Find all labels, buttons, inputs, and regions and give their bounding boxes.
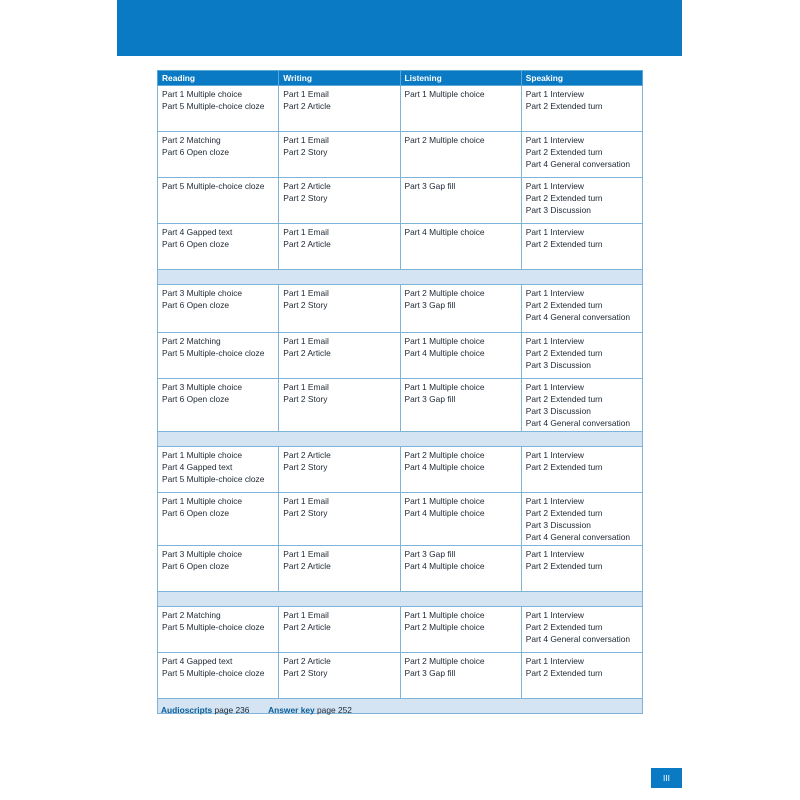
cell-line: Part 6 Open cloze <box>162 147 230 157</box>
cell-line: Part 1 Interview <box>525 656 584 666</box>
cell-line: Part 1 Interview <box>525 450 584 460</box>
cell-line: Part 6 Open cloze <box>162 394 230 404</box>
cell-line: Part 6 Open cloze <box>162 508 230 518</box>
cell-line: Part 5 Multiple-choice cloze <box>162 474 265 484</box>
cell-speaking <box>521 132 642 178</box>
cell-line: Part 4 Multiple choice <box>404 561 485 571</box>
cell-speaking <box>521 333 642 379</box>
cell-line: Part 2 Story <box>283 394 328 404</box>
cell-writing <box>279 333 400 379</box>
cell-line: Part 2 Extended turn <box>525 147 603 157</box>
cell-line: Part 1 Multiple choice <box>404 89 485 99</box>
cell-line: Part 3 Gap fill <box>404 394 456 404</box>
cell-line: Part 2 Article <box>283 239 331 249</box>
table-row <box>158 447 643 493</box>
cell-line: Part 4 General conversation <box>525 159 631 169</box>
column-header-listening: Listening <box>400 71 521 86</box>
cell-line: Part 2 Extended turn <box>525 561 603 571</box>
cell-writing <box>279 86 400 132</box>
audioscripts-label: Audioscripts <box>161 705 213 715</box>
cell-line: Part 1 Email <box>283 135 329 145</box>
cell-reading <box>158 607 279 653</box>
cell-reading <box>158 178 279 224</box>
cell-reading <box>158 379 279 432</box>
cell-speaking <box>521 285 642 333</box>
table-body <box>158 86 643 714</box>
cell-line: Part 2 Extended turn <box>525 508 603 518</box>
cell-line: Part 5 Multiple-choice cloze <box>162 181 265 191</box>
cell-speaking <box>521 178 642 224</box>
cell-line: Part 2 Multiple choice <box>404 135 485 145</box>
cell-listening <box>400 285 521 333</box>
cell-speaking <box>521 379 642 432</box>
cell-line: Part 4 Multiple choice <box>404 462 485 472</box>
cell-line: Part 2 Article <box>283 101 331 111</box>
cell-line: Part 4 General conversation <box>525 532 631 542</box>
cell-writing <box>279 379 400 432</box>
group-separator <box>158 592 643 607</box>
answer-key-label: Answer key <box>268 705 315 715</box>
table-row <box>158 607 643 653</box>
cell-line: Part 2 Matching <box>162 135 221 145</box>
cell-speaking <box>521 607 642 653</box>
cell-line: Part 2 Story <box>283 462 328 472</box>
cell-line: Part 1 Email <box>283 549 329 559</box>
cell-line: Part 1 Interview <box>525 382 584 392</box>
cell-line: Part 1 Interview <box>525 89 584 99</box>
cell-line: Part 3 Gap fill <box>404 300 456 310</box>
table-row <box>158 285 643 333</box>
cell-line: Part 3 Discussion <box>525 520 591 530</box>
cell-line: Part 1 Interview <box>525 288 584 298</box>
cell-listening <box>400 132 521 178</box>
table-row <box>158 379 643 432</box>
cell-writing <box>279 224 400 270</box>
cell-line: Part 1 Interview <box>525 135 584 145</box>
cell-line: Part 2 Story <box>283 147 328 157</box>
cell-writing <box>279 607 400 653</box>
column-header-reading: Reading <box>158 71 279 86</box>
cell-line: Part 2 Story <box>283 668 328 678</box>
cell-writing <box>279 178 400 224</box>
cell-line: Part 2 Matching <box>162 336 221 346</box>
cell-line: Part 3 Gap fill <box>404 181 456 191</box>
cell-listening <box>400 493 521 546</box>
cell-line: Part 2 Extended turn <box>525 300 603 310</box>
cell-line: Part 2 Multiple choice <box>404 450 485 460</box>
cell-line: Part 2 Article <box>283 450 331 460</box>
cell-line: Part 2 Multiple choice <box>404 288 485 298</box>
cell-line: Part 3 Discussion <box>525 406 591 416</box>
cell-line: Part 2 Extended turn <box>525 622 603 632</box>
cell-line: Part 4 Gapped text <box>162 462 233 472</box>
cell-line: Part 2 Article <box>283 561 331 571</box>
cell-line: Part 2 Multiple choice <box>404 622 485 632</box>
cell-line: Part 4 General conversation <box>525 312 631 322</box>
cell-line: Part 1 Interview <box>525 549 584 559</box>
audioscripts-page: page 236 <box>214 705 250 715</box>
group-separator <box>158 270 643 285</box>
cell-reading <box>158 493 279 546</box>
cell-speaking <box>521 493 642 546</box>
cell-line: Part 1 Interview <box>525 336 584 346</box>
cell-listening <box>400 224 521 270</box>
cell-line: Part 1 Multiple choice <box>162 89 243 99</box>
group-separator <box>158 432 643 447</box>
cell-line: Part 2 Extended turn <box>525 193 603 203</box>
cell-line: Part 3 Multiple choice <box>162 288 243 298</box>
cell-line: Part 4 General conversation <box>525 418 631 428</box>
cell-line: Part 5 Multiple-choice cloze <box>162 101 265 111</box>
skills-table <box>157 70 643 714</box>
cell-speaking <box>521 86 642 132</box>
cell-line: Part 2 Article <box>283 181 331 191</box>
cell-line: Part 1 Email <box>283 89 329 99</box>
cell-line: Part 6 Open cloze <box>162 239 230 249</box>
cell-line: Part 2 Multiple choice <box>404 656 485 666</box>
cell-writing <box>279 285 400 333</box>
table-row <box>158 333 643 379</box>
cell-line: Part 2 Article <box>283 656 331 666</box>
table-row <box>158 546 643 592</box>
page-number: III <box>651 768 682 788</box>
cell-line: Part 2 Story <box>283 300 328 310</box>
cell-line: Part 2 Extended turn <box>525 668 603 678</box>
cell-line: Part 6 Open cloze <box>162 561 230 571</box>
separator-band <box>158 270 643 285</box>
cell-line: Part 2 Extended turn <box>525 394 603 404</box>
table-row <box>158 653 643 699</box>
cell-line: Part 6 Open cloze <box>162 300 230 310</box>
cell-line: Part 3 Discussion <box>525 360 591 370</box>
cell-line: Part 4 Multiple choice <box>404 348 485 358</box>
cell-line: Part 1 Multiple choice <box>404 496 485 506</box>
cell-writing <box>279 493 400 546</box>
cell-line: Part 1 Multiple choice <box>404 610 485 620</box>
cell-line: Part 1 Email <box>283 610 329 620</box>
cell-reading <box>158 447 279 493</box>
cell-line: Part 2 Article <box>283 348 331 358</box>
cell-line: Part 1 Multiple choice <box>162 496 243 506</box>
cell-reading <box>158 653 279 699</box>
header-band <box>117 0 682 56</box>
separator-band <box>158 592 643 607</box>
cell-line: Part 2 Extended turn <box>525 348 603 358</box>
cell-line: Part 4 Multiple choice <box>404 227 485 237</box>
footer-references <box>161 705 352 715</box>
cell-listening <box>400 333 521 379</box>
cell-line: Part 4 General conversation <box>525 634 631 644</box>
cell-reading <box>158 132 279 178</box>
cell-line: Part 1 Email <box>283 227 329 237</box>
cell-line: Part 5 Multiple-choice cloze <box>162 622 265 632</box>
cell-line: Part 1 Multiple choice <box>404 382 485 392</box>
cell-listening <box>400 546 521 592</box>
cell-listening <box>400 86 521 132</box>
table-row <box>158 86 643 132</box>
cell-line: Part 2 Matching <box>162 610 221 620</box>
cell-line: Part 5 Multiple-choice cloze <box>162 348 265 358</box>
cell-line: Part 1 Interview <box>525 610 584 620</box>
cell-writing <box>279 653 400 699</box>
cell-speaking <box>521 546 642 592</box>
cell-line: Part 2 Extended turn <box>525 462 603 472</box>
table-header-row <box>158 71 643 86</box>
cell-line: Part 1 Interview <box>525 181 584 191</box>
cell-reading <box>158 546 279 592</box>
column-header-writing: Writing <box>279 71 400 86</box>
cell-reading <box>158 86 279 132</box>
cell-listening <box>400 607 521 653</box>
cell-writing <box>279 447 400 493</box>
cell-reading <box>158 285 279 333</box>
cell-speaking <box>521 224 642 270</box>
cell-line: Part 2 Extended turn <box>525 101 603 111</box>
cell-listening <box>400 447 521 493</box>
cell-line: Part 1 Interview <box>525 496 584 506</box>
cell-listening <box>400 178 521 224</box>
table-row <box>158 493 643 546</box>
cell-line: Part 2 Story <box>283 508 328 518</box>
cell-line: Part 3 Discussion <box>525 205 591 215</box>
table-row <box>158 178 643 224</box>
cell-line: Part 1 Email <box>283 496 329 506</box>
cell-line: Part 2 Extended turn <box>525 239 603 249</box>
answer-key-page: page 252 <box>317 705 352 715</box>
cell-speaking <box>521 447 642 493</box>
cell-line: Part 1 Email <box>283 288 329 298</box>
cell-line: Part 1 Multiple choice <box>162 450 243 460</box>
cell-listening <box>400 379 521 432</box>
cell-reading <box>158 224 279 270</box>
cell-line: Part 3 Gap fill <box>404 549 456 559</box>
cell-line: Part 3 Multiple choice <box>162 549 243 559</box>
cell-line: Part 1 Interview <box>525 227 584 237</box>
cell-line: Part 5 Multiple-choice cloze <box>162 668 265 678</box>
cell-line: Part 4 Gapped text <box>162 656 233 666</box>
cell-writing <box>279 132 400 178</box>
cell-line: Part 3 Gap fill <box>404 668 456 678</box>
table-row <box>158 224 643 270</box>
separator-band <box>158 432 643 447</box>
cell-line: Part 1 Email <box>283 382 329 392</box>
table-row <box>158 132 643 178</box>
cell-line: Part 4 Gapped text <box>162 227 233 237</box>
cell-line: Part 1 Multiple choice <box>404 336 485 346</box>
cell-listening <box>400 653 521 699</box>
cell-reading <box>158 333 279 379</box>
cell-line: Part 1 Email <box>283 336 329 346</box>
cell-line: Part 4 Multiple choice <box>404 508 485 518</box>
cell-writing <box>279 546 400 592</box>
cell-line: Part 2 Story <box>283 193 328 203</box>
cell-line: Part 3 Multiple choice <box>162 382 243 392</box>
cell-line: Part 2 Article <box>283 622 331 632</box>
cell-speaking <box>521 653 642 699</box>
column-header-speaking: Speaking <box>521 71 642 86</box>
